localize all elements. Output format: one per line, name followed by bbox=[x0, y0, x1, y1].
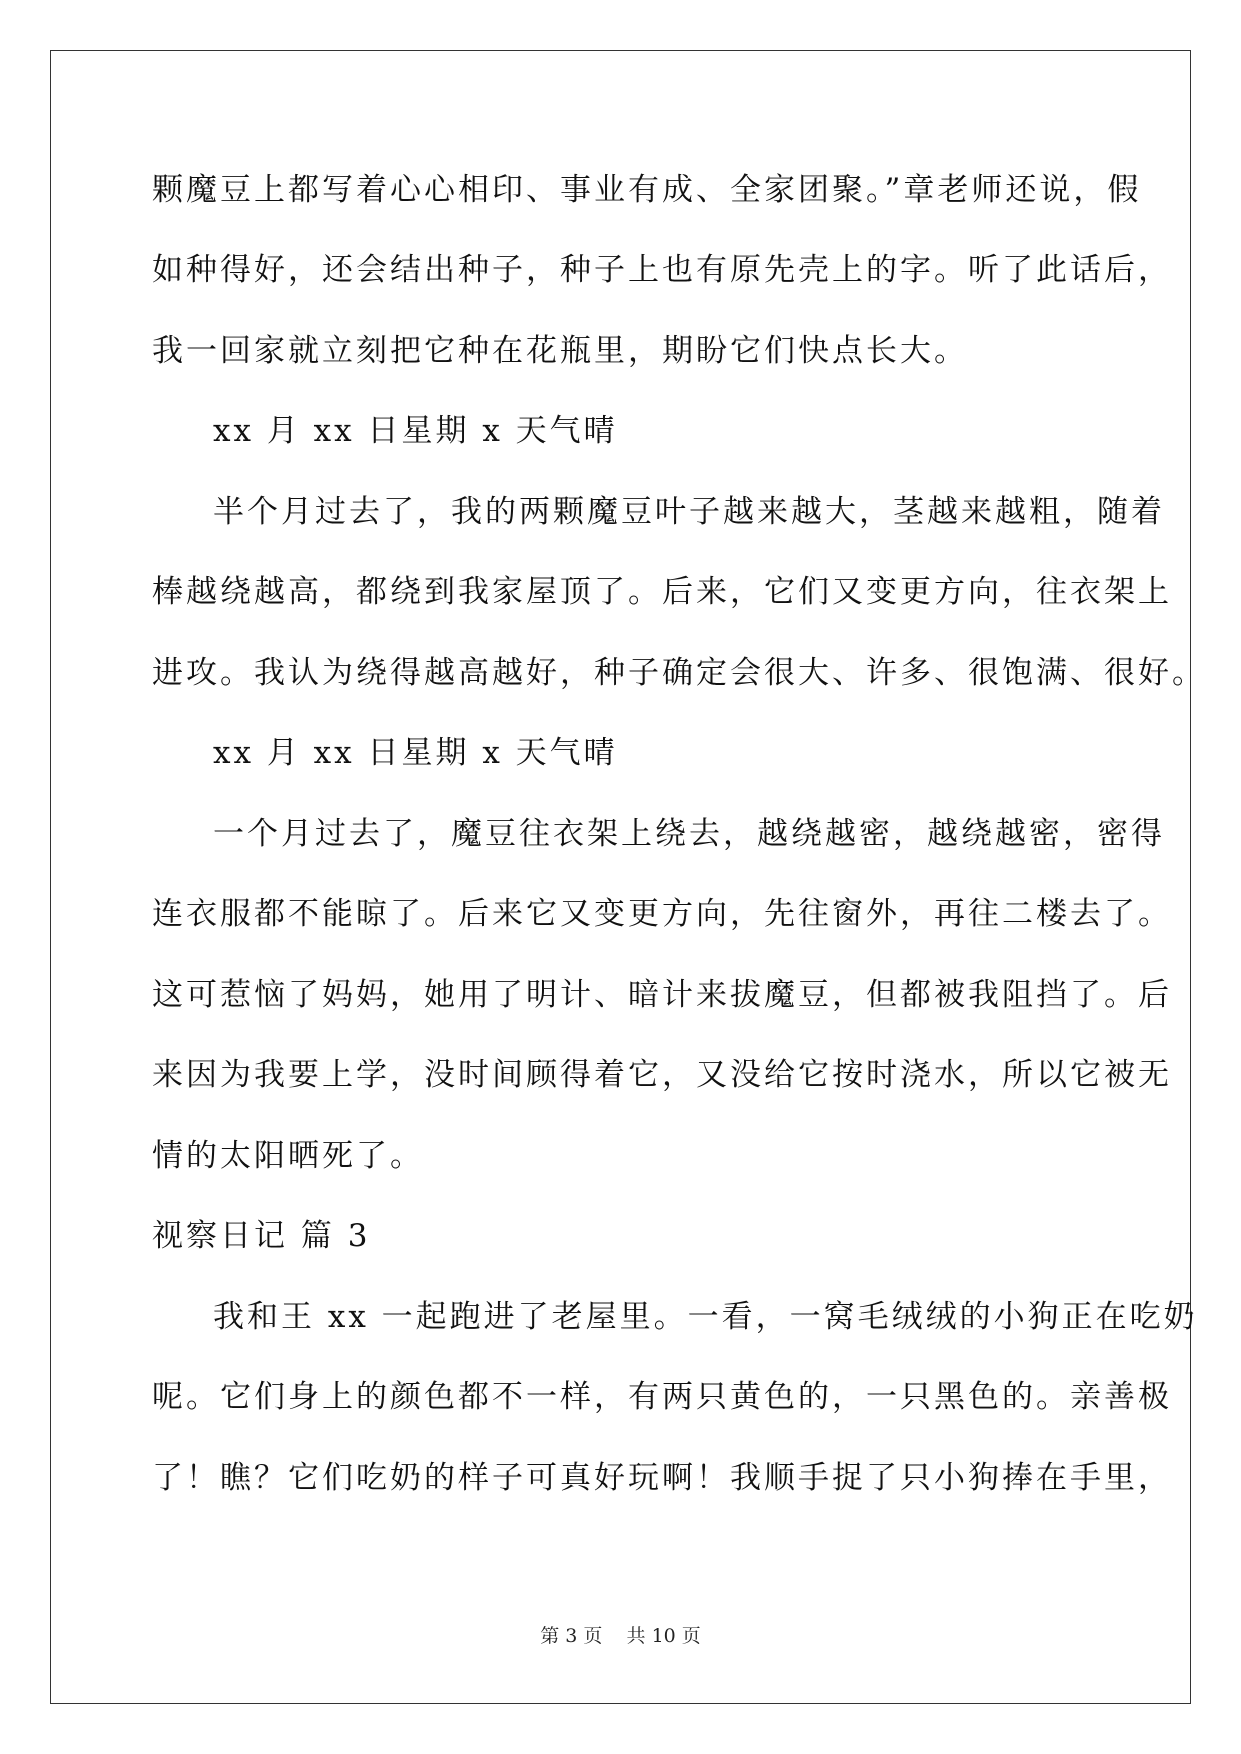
paragraph-line: 进攻。我认为绕得越高越好，种子确定会很大、许多、很饱满、很好。 bbox=[152, 655, 1206, 691]
section-heading: 视察日记 篇 3 bbox=[152, 1218, 371, 1254]
paragraph-line: 了！瞧？它们吃奶的样子可真好玩啊！我顺手捉了只小狗捧在手里， bbox=[152, 1460, 1172, 1496]
paragraph-line: 一个月过去了，魔豆往衣架上绕去，越绕越密，越绕越密，密得 bbox=[213, 816, 1165, 852]
paragraph-line: 我和王 xx 一起跑进了老屋里。一看，一窝毛绒绒的小狗正在吃奶 bbox=[213, 1299, 1198, 1335]
paragraph-line: 情的太阳晒死了。 bbox=[152, 1138, 424, 1174]
paragraph-line: 半个月过去了，我的两颗魔豆叶子越来越大，茎越来越粗，随着 bbox=[213, 494, 1165, 530]
paragraph-line: 呢。它们身上的颜色都不一样，有两只黄色的，一只黑色的。亲善极 bbox=[152, 1379, 1172, 1415]
paragraph-line: 我一回家就立刻把它种在花瓶里，期盼它们快点长大。 bbox=[152, 333, 968, 369]
paragraph-line: 这可惹恼了妈妈，她用了明计、暗计来拔魔豆，但都被我阻挡了。后 bbox=[152, 977, 1172, 1013]
paragraph-line: 连衣服都不能晾了。后来它又变更方向，先往窗外，再往二楼去了。 bbox=[152, 896, 1172, 932]
diary-date-heading: xx 月 xx 日星期 x 天气晴 bbox=[213, 735, 618, 771]
paragraph-line: 棒越绕越高，都绕到我家屋顶了。后来，它们又变更方向，往衣架上 bbox=[152, 574, 1172, 610]
paragraph-line: 如种得好，还会结出种子，种子上也有原先壳上的字。听了此话后， bbox=[152, 252, 1172, 288]
diary-date-heading: xx 月 xx 日星期 x 天气晴 bbox=[213, 413, 618, 449]
paragraph-line: 来因为我要上学，没时间顾得着它，又没给它按时浇水，所以它被无 bbox=[152, 1057, 1172, 1093]
page-border bbox=[50, 50, 1191, 1704]
page-footer: 第 3 页 共 10 页 bbox=[540, 1625, 701, 1647]
paragraph-line: 颗魔豆上都写着心心相印、事业有成、全家团聚。”章老师还说，假 bbox=[152, 172, 1142, 208]
